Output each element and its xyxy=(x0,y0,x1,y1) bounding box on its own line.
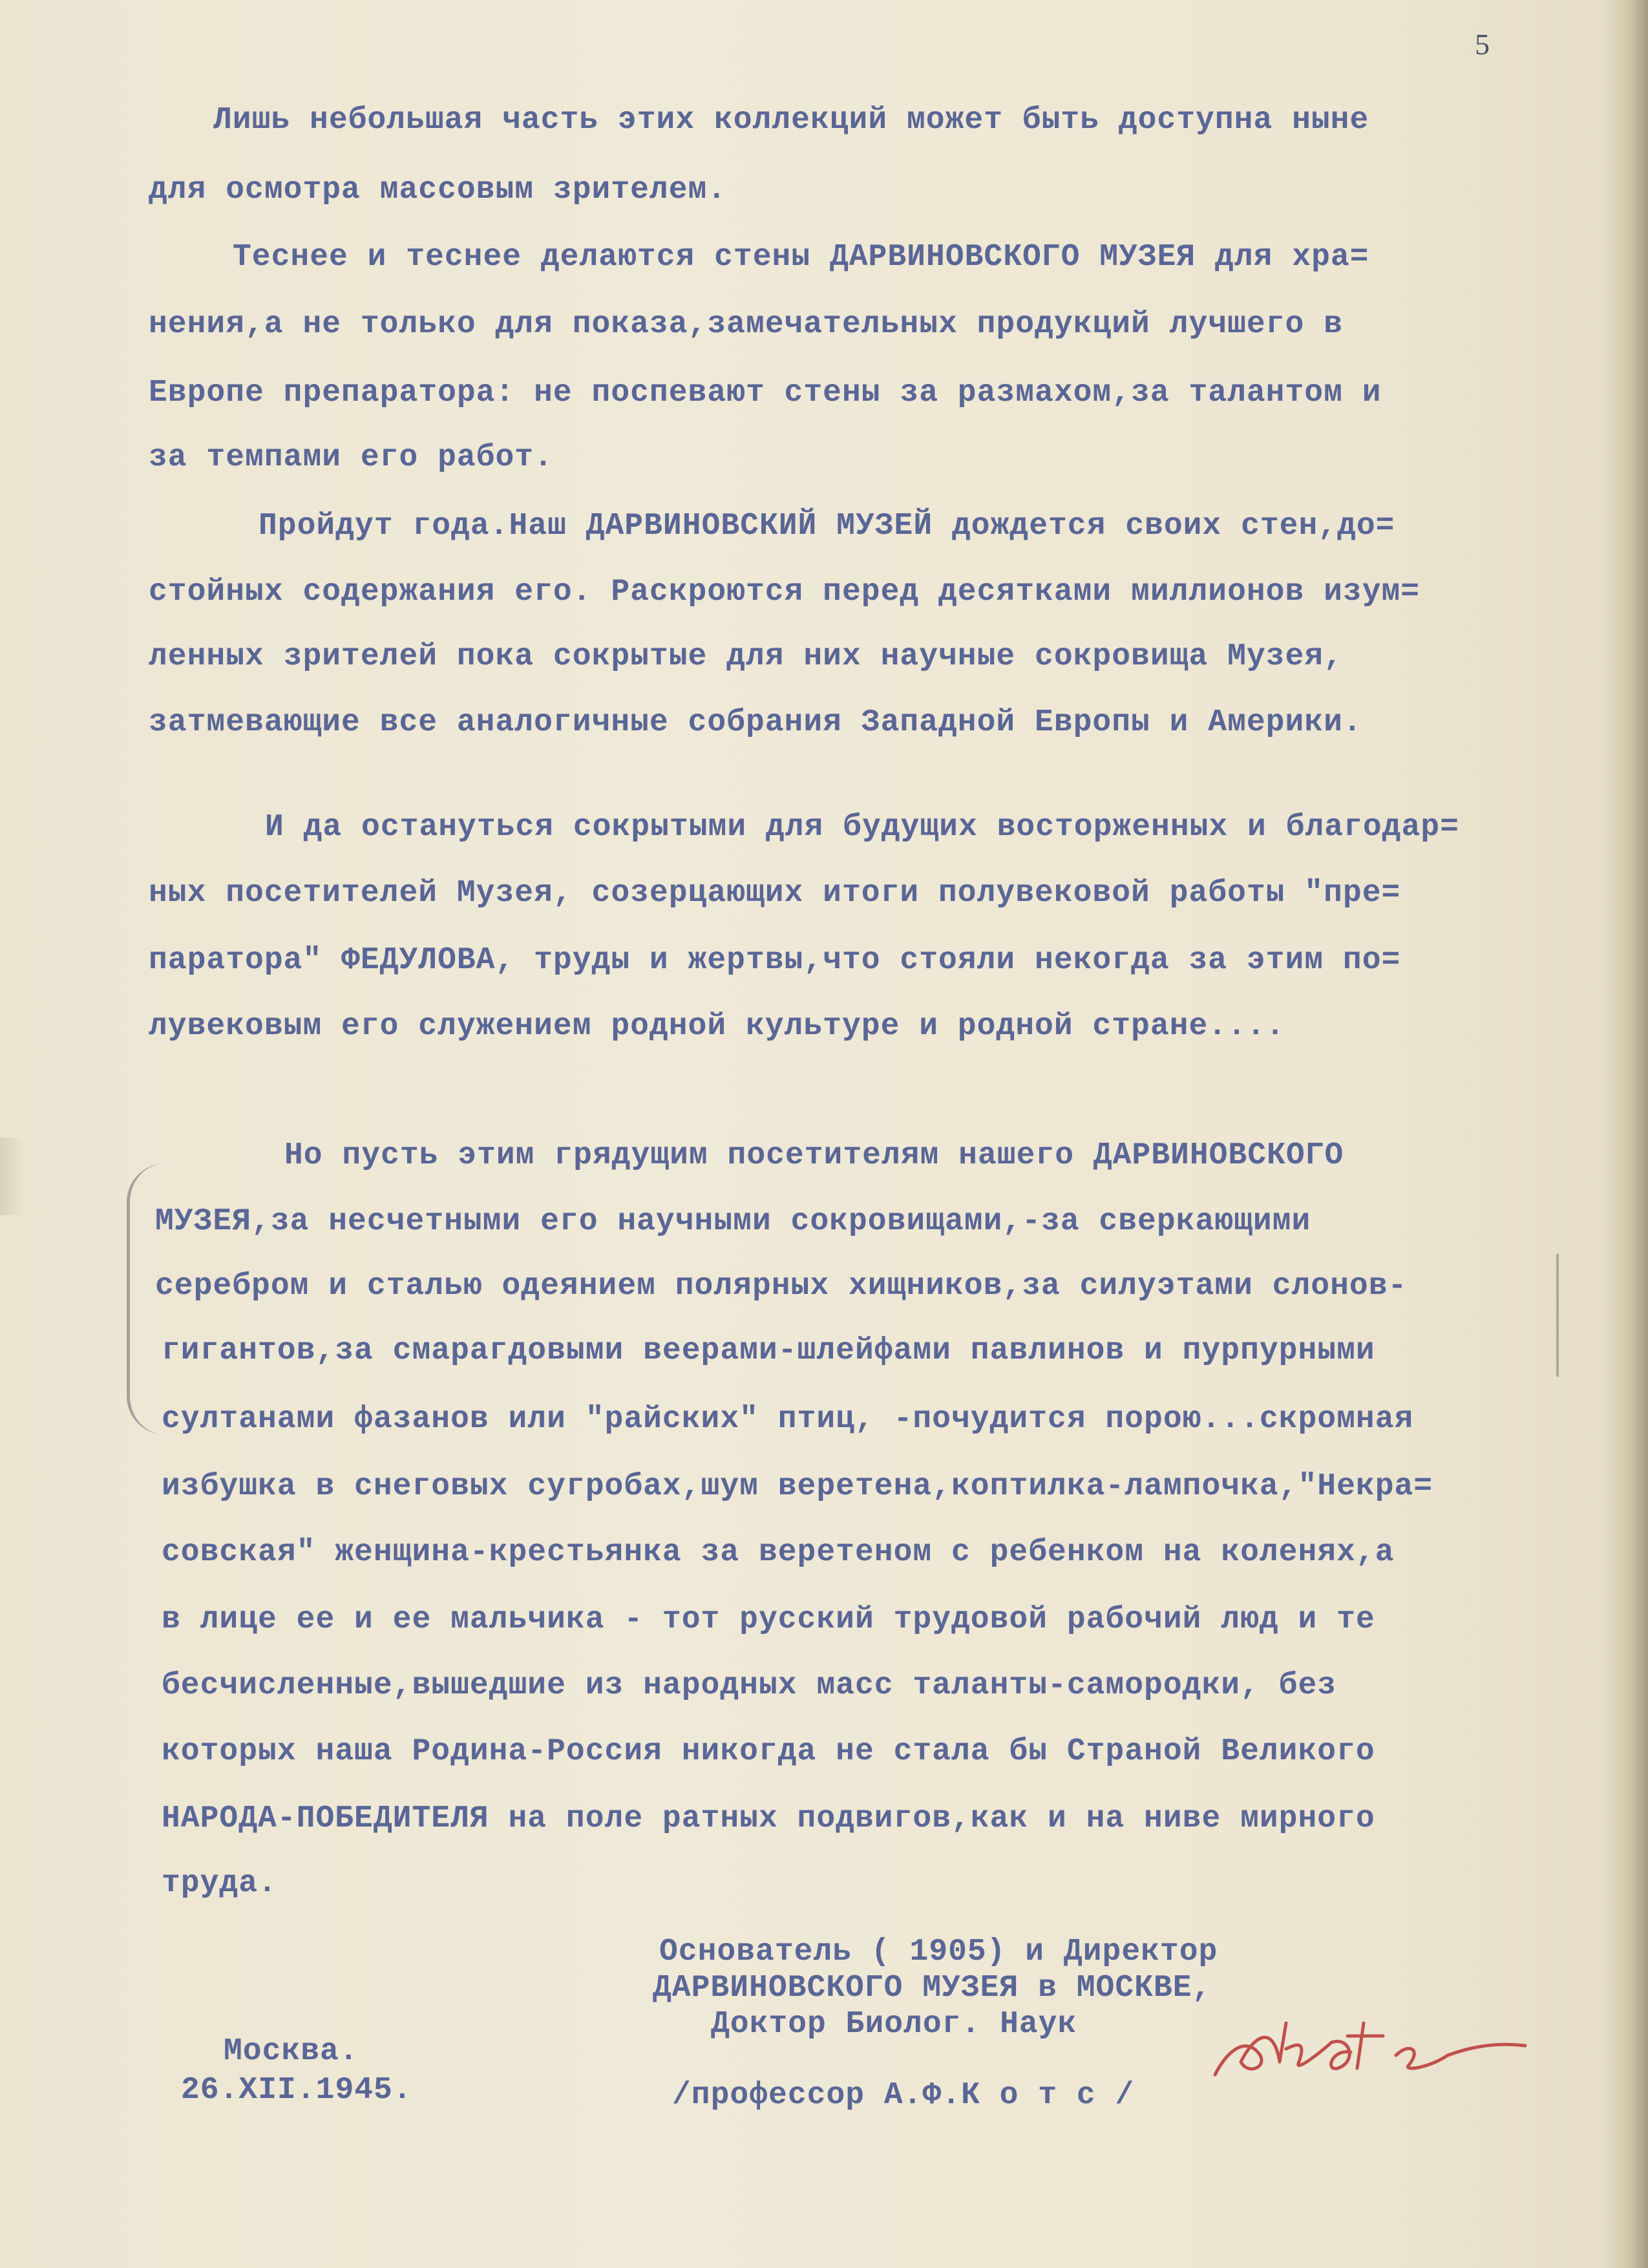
text-line: совская" женщина-крестьянка за веретеном с ребенком на коленях,а xyxy=(162,1535,1395,1570)
text-line: для осмотра массовым зрителем. xyxy=(149,173,727,207)
paper-tear xyxy=(0,1138,26,1215)
text-line: Но пусть этим грядущим посетителям нашего ДАРВИНОВСКОГО xyxy=(284,1138,1344,1173)
signature-title: ДАРВИНОВСКОГО МУЗЕЯ в МОСКВЕ, xyxy=(653,1971,1212,2006)
text-line: НАРОДА-ПОБЕДИТЕЛЯ на поле ратных подвигов,как и на ниве мирного xyxy=(162,1801,1375,1836)
text-line: затмевающие все аналогичные собрания Западной Европы и Америки. xyxy=(149,705,1362,740)
signature-title: Доктор Биолог. Наук xyxy=(711,2007,1077,2042)
handwritten-signature xyxy=(1202,1997,1538,2088)
text-line: труда. xyxy=(162,1866,277,1901)
text-line: Европе препаратора: не поспевают стены за размахом,за талантом и xyxy=(149,376,1382,410)
text-line: в лице ее и ее мальчика - тот русский трудовой рабочий люд и те xyxy=(162,1602,1375,1637)
text-line: стойных содержания его. Раскроются перед десятками миллионов изум= xyxy=(149,575,1421,609)
text-line: бесчисленные,вышедшие из народных масс таланты-самородки, без xyxy=(162,1668,1337,1703)
text-line: ленных зрителей пока сокрытые для них научные сокровища Музея, xyxy=(149,639,1343,674)
place: Москва. xyxy=(224,2034,359,2069)
text-line: гигантов,за смарагдовыми веерами-шлейфами павлинов и пурпурными xyxy=(162,1333,1375,1368)
margin-bracket xyxy=(127,1163,175,1435)
signatory-name: /профессор А.Ф.К о т с / xyxy=(672,2078,1135,2113)
text-line: лувековым его служением родной культуре и родной стране.... xyxy=(149,1009,1285,1044)
paper-edge xyxy=(1603,0,1648,2268)
text-line: избушка в снеговых сугробах,шум веретена,коптилка-лампочка,"Некра= xyxy=(162,1469,1433,1504)
text-line: Лишь небольшая часть этих коллекций может быть доступна ныне xyxy=(213,103,1369,138)
date: 26.XII.1945. xyxy=(181,2073,412,2108)
text-line: которых наша Родина-Россия никогда не стала бы Страной Великого xyxy=(162,1734,1375,1769)
text-line: нения,а не только для показа,замечательных продукций лучшего в xyxy=(149,307,1343,342)
text-line: И да остануться сокрытыми для будущих восторженных и благодар= xyxy=(265,810,1459,845)
text-line: султанами фазанов или "райских" птиц, -почудится порою...скромная xyxy=(162,1402,1414,1437)
text-line: МУЗЕЯ,за несчетными его научными сокровищами,-за сверкающими xyxy=(155,1204,1311,1239)
page-number: 5 xyxy=(1475,28,1490,61)
text-line: Пройдут года.Наш ДАРВИНОВСКИЙ МУЗЕЙ дождется своих стен,до= xyxy=(259,509,1395,544)
margin-line xyxy=(1556,1254,1559,1377)
text-line: серебром и сталью одеянием полярных хищников,за силуэтами слонов- xyxy=(155,1269,1408,1304)
text-line: за темпами его работ. xyxy=(149,440,553,475)
text-line: Теснее и теснее делаются стены ДАРВИНОВСКОГО МУЗЕЯ для хра= xyxy=(233,240,1369,275)
text-line: паратора" ФЕДУЛОВА, труды и жертвы,что стояли некогда за этим по= xyxy=(149,943,1401,978)
signature-title: Основатель ( 1905) и Директор xyxy=(659,1934,1218,1969)
text-line: ных посетителей Музея, созерцающих итоги полувековой работы "пре= xyxy=(149,876,1401,911)
